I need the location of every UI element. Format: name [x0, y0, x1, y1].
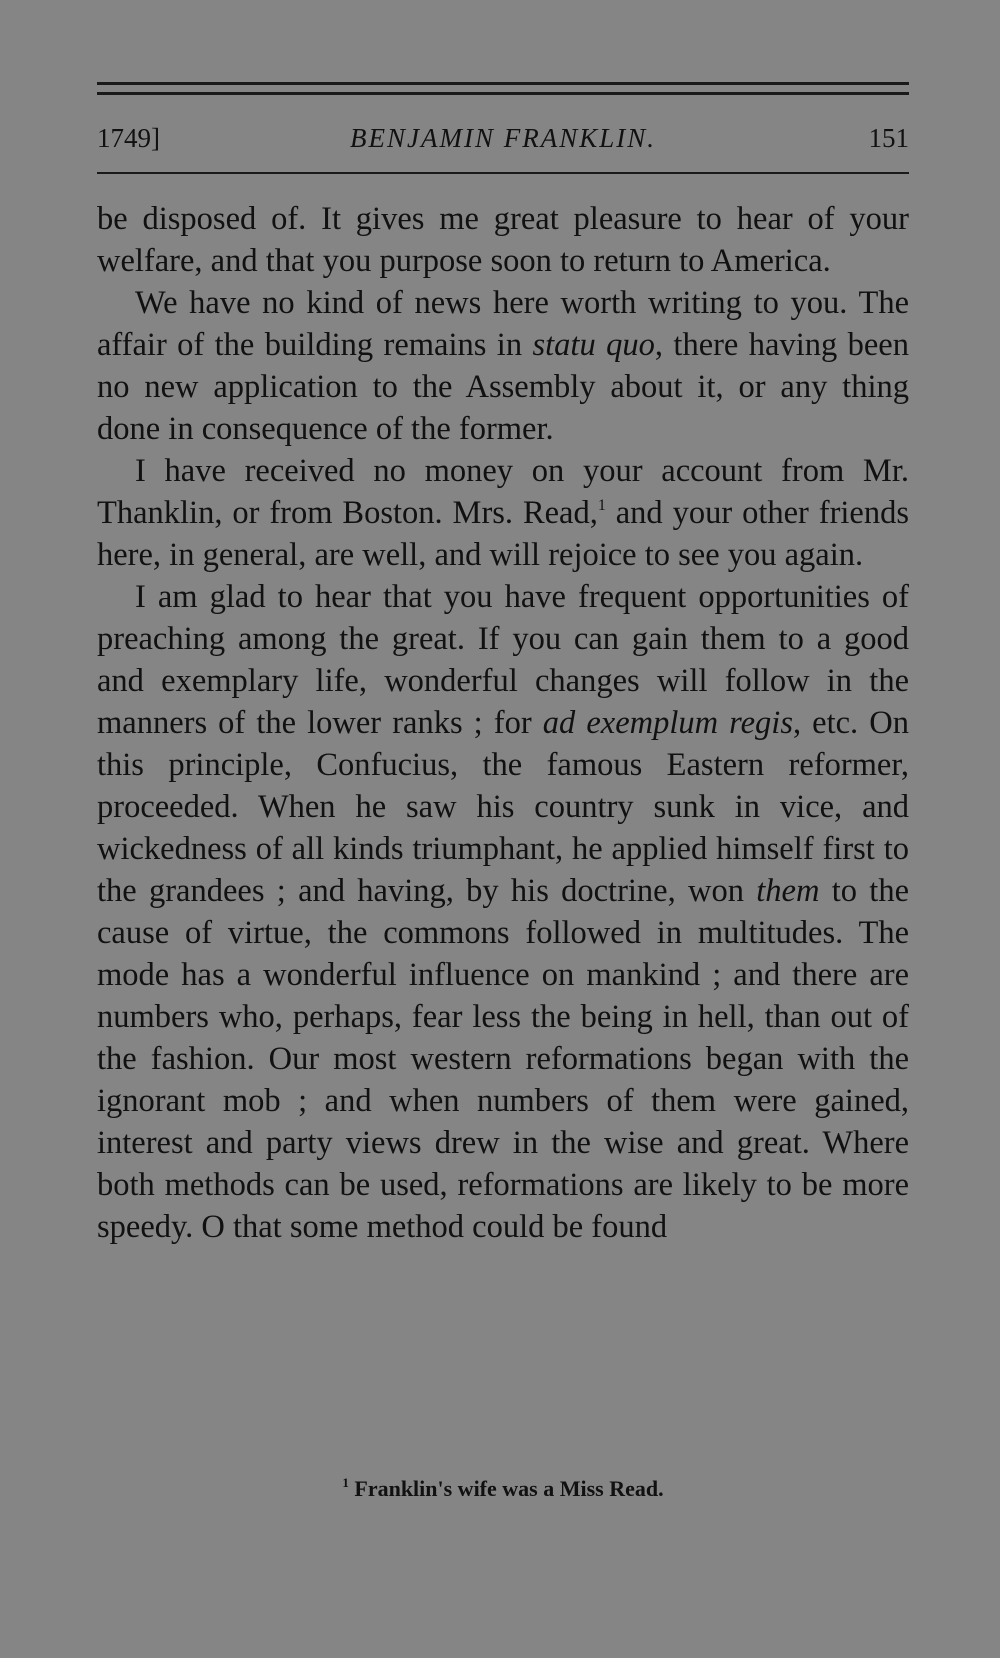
- paragraph-2-text-a: We have no kind of news here worth writing to you. The affair of the building remains in: [97, 285, 909, 363]
- body-text: [97, 198, 909, 1248]
- header-title: BENJAMIN FRANKLIN.: [350, 123, 656, 153]
- paragraph-2-italic-phrase: statu quo: [532, 327, 655, 363]
- header-year: 1749]: [97, 123, 160, 153]
- paragraph-4: [97, 576, 909, 1248]
- paragraph-3-text-b: and your other friends here, in general, are well, and will rejoice to see you again.: [97, 495, 909, 573]
- running-head: [97, 118, 909, 158]
- paragraph-2: [97, 282, 909, 450]
- header-rule: [97, 172, 909, 174]
- footnote-marker: 1: [342, 1475, 349, 1490]
- paragraph-1-text: be disposed of. It gives me great pleasure to hear of your welfare, and that you purpose soon to return to America.: [97, 201, 909, 279]
- top-double-rule-lower: [97, 92, 909, 95]
- paragraph-2-text-b: , there having been no new application to the Assembly about it, or any thing done in consequence of the former.: [97, 327, 909, 447]
- top-double-rule-upper: [97, 82, 909, 85]
- footnote-text: Franklin's wife was a Miss Read.: [348, 1476, 664, 1501]
- paragraph-3-text-a: I have received no money on your account from Mr. Thanklin, or from Boston. Mrs. Read,: [97, 453, 909, 531]
- footnote-reference: 1: [597, 497, 606, 514]
- paragraph-4-text-a: I am glad to hear that you have frequent opportunities of preaching among the great. If you can gain them to a good and exemplary life, wonderful changes will follow in the manners of the lower ranks ; for: [97, 579, 909, 741]
- paragraph-4-italic-latin: ad exemplum regis: [542, 705, 793, 741]
- paragraph-1: [97, 198, 909, 282]
- paragraph-3: [97, 450, 909, 576]
- paragraph-4-text-b: , etc. On this principle, Confucius, the famous Eastern reformer, proceeded. When he saw his country sunk in vice, and wickedness of all kinds triumphant, he applied himself first to the grandees ; and having, by his doctrine, won: [97, 705, 909, 909]
- page-number: 151: [868, 123, 909, 153]
- paragraph-4-text-c: to the cause of virtue, the commons followed in multitudes. The mode has a wonderful influence on mankind ; and there are numbers who, perhaps, fear less the being in hell, than out of the fashion. Our most western reformations began with the ignorant mob ; and when numbers of them were gained, interest and party views drew in the wise and great. Where both methods can be used, reformations are likely to be more speedy. O that some method could be found: [97, 873, 909, 1245]
- paragraph-4-italic-them: them: [756, 873, 820, 909]
- footnote: [97, 1474, 909, 1504]
